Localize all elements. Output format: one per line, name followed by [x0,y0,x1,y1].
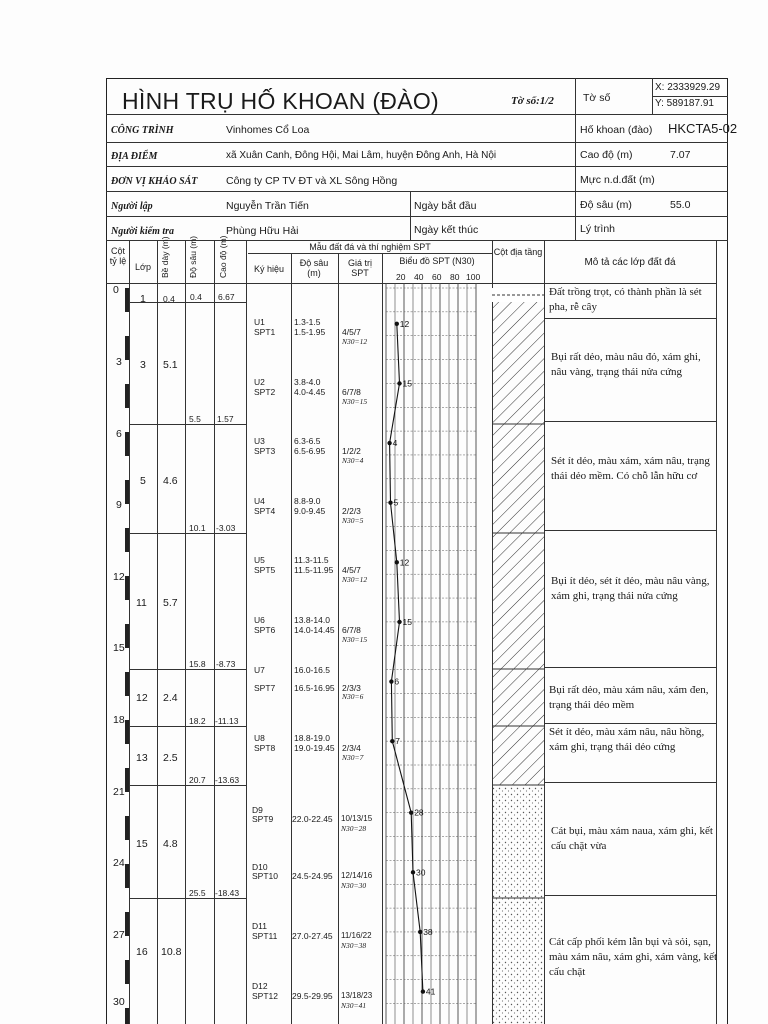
sample-u-depth: 3.8-4.0 [294,377,321,387]
sample-spt-code: SPT1 [254,327,276,337]
sample-spt-depth: 19.0-19.45 [294,743,335,753]
sample-spt-code: SPT12 [252,991,278,1001]
sample-u-code: D9 [252,805,263,815]
spt-chart [382,283,492,1024]
sample-u-code: D11 [252,921,267,931]
spt-series-line [390,324,423,992]
nguoi-kiem-tra-value: Phùng Hữu Hải [226,225,299,237]
layer-description: Sét ít dẻo, màu xám nâu, nâu hồng, xám ghi, trạng thái dẻo cứng [549,726,705,753]
mo-ta-header: Mô tả các lớp đất đá [584,257,676,268]
cao-do-value: 7.07 [670,149,691,161]
sample-blows: 10/13/15 [341,814,373,823]
divider [106,240,728,241]
sample-spt-depth: 24.5-24.95 [292,871,333,881]
layer-description: Bụi ít dẻo, sét ít dẻo, màu nâu vàng, xám ghi, trạng thái nửa cứng [551,575,710,602]
don-vi-label: ĐƠN VỊ KHẢO SÁT [111,176,198,187]
divider [544,421,716,422]
strata-sand [492,898,544,1024]
divider [652,96,728,97]
chart-tick-80: 80 [450,272,460,282]
cao-do-header: Cao độ (m) [218,235,228,278]
sample-n30: N30=28 [341,824,367,833]
spt-data-point [397,381,401,385]
don-vi-value: Công ty CP TV ĐT và XL Sông Hồng [226,175,398,187]
layer-lop: 15 [136,838,148,850]
sample-spt-code: SPT6 [254,625,276,635]
coord-y: Y: 589187.91 [655,98,714,109]
do-sau-m-header: Độ sâu (m) [299,258,329,278]
nguoi-lap-label: Người lập [111,201,153,212]
mau-group-header: Mẫu đất đá và thí nghiệm SPT [309,242,431,252]
spt-data-label: 15 [402,616,412,627]
divider [157,240,158,1024]
layer-do-sau: 18.2 [189,716,206,726]
layer-cao-do: -13.63 [215,775,240,785]
layer-lop: 16 [136,946,148,958]
layer-be-day: 2.4 [163,692,178,704]
ho-khoan-value: HKCTA5-02 [668,121,738,136]
sample-blows: 1/2/2 [342,446,361,456]
divider [544,667,716,668]
sample-spt-code: SPT3 [254,446,276,456]
sample-spt-depth: 22.0-22.45 [292,814,333,824]
sample-blows: 4/5/7 [342,327,361,337]
spt-data-point [395,560,399,564]
sample-spt-code: SPT7 [254,683,276,693]
sample-n30: N30=5 [342,516,364,525]
layer-cao-do: -11.13 [215,716,239,726]
spt-data-point [418,930,422,934]
divider [544,782,716,783]
divider [129,785,246,786]
to-so-label: Tờ số [583,92,611,104]
spt-data-label: 38 [423,926,433,937]
spt-data-label: 12 [399,318,410,329]
strata-sand [492,785,544,898]
spt-data-label: 6 [394,676,400,687]
page-title: HÌNH TRỤ HỐ KHOAN (ĐÀO) [122,88,439,114]
sample-spt-depth: 11.5-11.95 [294,565,334,575]
sample-u-code: U4 [254,496,265,506]
layer-description: Đất trồng trọt, có thành phần là sét pha, rễ cây [549,286,702,313]
divider [544,723,716,724]
bieu-do-header: Biểu đồ SPT (N30) [399,256,475,266]
layer-lop: 1 [140,293,146,305]
layer-cao-do: 6.67 [218,292,235,302]
spt-data-point [409,811,413,815]
ngay-bat-dau-label: Ngày bắt đầu [414,200,477,212]
ngay-ket-thuc-label: Ngày kết thúc [414,224,479,236]
chart-tick-20: 20 [396,272,406,282]
sample-blows: 2/3/3 [342,683,361,693]
divider [214,240,215,1024]
scale-tick: 6 [116,428,122,440]
sample-u-depth: 18.8-19.0 [294,733,330,743]
layer-do-sau: 20.7 [189,775,206,785]
sample-blows: 6/7/8 [342,625,361,635]
divider [246,240,247,1024]
lop-header: Lớp [135,262,151,272]
divider [106,216,728,217]
divider [544,318,716,319]
spt-data-point [397,620,401,624]
sample-u-code: D12 [252,981,268,991]
sample-spt-code: SPT9 [252,814,274,824]
strata-column [492,283,544,1024]
sample-spt-depth: 6.5-6.95 [294,446,326,456]
sample-u-code: U8 [254,733,265,743]
layer-be-day: 4.6 [163,475,178,487]
layer-description: Bụi rất dẻo, màu nâu đỏ, xám ghi, nâu vàng, trạng thái nửa cứng [551,351,701,378]
sheet-number: Tờ số:1/2 [511,95,554,107]
sample-u-depth: 11.3-11.5 [294,555,329,565]
sample-u-code: U5 [254,555,265,565]
sample-spt-code: SPT4 [254,506,276,516]
sample-blows: 13/18/23 [341,991,373,1000]
sample-blows: 4/5/7 [342,565,361,575]
scale-tick: 12 [113,571,125,583]
strata-hatch [492,726,544,785]
spt-data-point [411,870,415,874]
sample-n30: N30=15 [342,635,368,644]
sample-u-code: U7 [254,665,265,675]
sample-spt-depth: 16.5-16.95 [294,683,335,693]
divider [544,530,716,531]
sample-spt-depth: 29.5-29.95 [292,991,333,1001]
spt-data-point [387,441,391,445]
spt-data-label: 30 [416,867,426,878]
spt-data-point [389,679,393,683]
sample-spt-depth: 27.0-27.45 [292,931,333,941]
divider [106,142,728,143]
sample-blows: 12/14/16 [341,871,373,880]
cong-trinh-value: Vinhomes Cổ Loa [226,124,310,136]
divider [129,898,246,899]
sample-spt-code: SPT8 [254,743,276,753]
sample-n30: N30=12 [342,575,368,584]
sample-u-code: U3 [254,436,265,446]
divider [716,240,717,1024]
sample-u-depth: 16.0-16.5 [294,665,330,675]
divider [106,114,728,115]
sample-n30: N30=12 [342,337,368,346]
sample-blows: 2/3/4 [342,743,361,753]
spt-data-point [395,322,399,326]
layer-be-day: 10.8 [161,946,182,958]
layer-cao-do: -3.03 [216,523,236,533]
scale-tick: 0 [113,284,119,296]
spt-data-label: 41 [425,986,436,997]
nguoi-lap-value: Nguyễn Trần Tiến [226,200,309,212]
dia-diem-value: xã Xuân Canh, Đông Hội, Mai Lâm, huyện Đông Anh, Hà Nội [226,150,497,161]
layer-cao-do: -8.73 [216,659,236,669]
scale-tick: 21 [113,786,125,798]
divider [248,253,492,254]
layer-do-sau: 10.1 [189,523,206,533]
gia-tri-spt-header: Giá trị SPT [347,258,372,278]
layer-be-day: 5.1 [163,359,178,371]
spt-data-label: 12 [399,557,410,568]
divider [106,191,728,192]
do-sau-header: Độ sâu (m) [188,235,198,278]
sample-u-depth: 1.3-1.5 [294,317,321,327]
sample-n30: N30=41 [341,1001,367,1010]
sample-u-code: U1 [254,317,265,327]
layer-be-day: 2.5 [163,752,178,764]
spt-data-point [388,500,392,504]
sample-n30: N30=15 [342,397,368,406]
sample-blows: 2/2/3 [342,506,361,516]
scale-tick: 18 [113,714,125,726]
divider [544,240,545,1024]
sample-blows: 6/7/8 [342,387,361,397]
layer-cao-do: 1.57 [217,414,234,424]
sample-spt-depth: 1.5-1.95 [294,327,326,337]
ho-khoan-label: Hố khoan (đào) [580,124,653,136]
layer-be-day: 0.4 [163,294,175,304]
layer-do-sau: 15.8 [189,659,206,669]
divider [129,302,246,303]
divider [129,240,130,1024]
divider [185,240,186,1024]
layer-lop: 13 [136,752,148,764]
ky-hieu-header: Ký hiệu [253,264,285,274]
sample-spt-code: SPT2 [254,387,276,397]
layer-description: Cát cấp phối kém lẫn bụi và sỏi, sạn, màu xám nâu, xám ghi, xám vàng, kết cấu chặt [549,936,718,978]
scale-tick: 30 [113,996,125,1008]
sample-n30: N30=7 [342,753,364,762]
be-day-header: Bề dày (m) [160,236,170,278]
layer-be-day: 5.7 [163,597,178,609]
sample-n30: N30=38 [341,941,367,950]
layer-do-sau: 25.5 [189,888,206,898]
scale-tick: 24 [113,857,125,869]
sample-spt-depth: 9.0-9.45 [294,506,326,516]
divider [544,895,716,896]
divider [129,424,246,425]
sample-u-code: U6 [254,615,265,625]
sample-u-depth: 8.8-9.0 [294,496,321,506]
cong-trinh-label: CÔNG TRÌNH [111,125,174,136]
strata-hatch [492,533,544,669]
layer-do-sau: 0.4 [190,292,202,302]
sample-n30: N30=30 [341,881,367,890]
layer-description: Sét ít dẻo, màu xám, xám nâu, trạng thái dẻo mềm. Có chỗ lẫn hữu cơ [551,455,710,482]
strata-hatch [492,424,544,533]
sample-u-depth: 6.3-6.5 [294,436,321,446]
layer-description: Cát bụi, màu xám naua, xám ghi, kết cấu chặt vừa [551,825,713,852]
sample-n30: N30=6 [342,692,364,701]
layer-lop: 3 [140,359,146,371]
layer-cao-do: -18.43 [215,888,240,898]
sample-blows: 11/16/22 [341,931,372,940]
strata-hatch [492,302,544,424]
do-sau-value: 55.0 [670,199,691,211]
scale-tick: 27 [113,929,125,941]
dia-diem-label: ĐỊA ĐIỂM [111,151,158,162]
sample-u-code: D10 [252,862,268,872]
scale-tick: 3 [116,356,122,368]
divider [129,669,246,670]
spt-data-point [421,989,425,993]
chart-tick-100: 100 [466,272,481,282]
sample-spt-code: SPT5 [254,565,276,575]
spt-data-label: 5 [393,497,399,508]
layer-do-sau: 5.5 [189,414,201,424]
divider [291,253,292,1024]
cot-ty-le-header: Cột tỷ lệ [109,246,127,266]
spt-data-label: 4 [392,438,398,449]
coord-x: X: 2333929.29 [655,82,721,93]
cao-do-label: Cao độ (m) [580,149,633,161]
sample-u-code: U2 [254,377,265,387]
layer-lop: 5 [140,475,146,487]
layer-description: Bụi rất dẻo, màu xám nâu, xám đen, trạng thái dẻo mềm [549,684,709,711]
strata-hatch [492,669,544,726]
muc-nuoc-label: Mực n.d.đất (m) [580,174,655,186]
divider [106,166,728,167]
layer-lop: 12 [136,692,148,704]
sample-spt-depth: 4.0-4.45 [294,387,326,397]
divider [129,533,246,534]
sample-u-depth: 13.8-14.0 [294,615,330,625]
chart-tick-60: 60 [432,272,442,282]
layer-lop: 11 [136,597,147,609]
scale-tick: 15 [113,642,125,654]
chart-tick-40: 40 [414,272,424,282]
divider [338,253,339,1024]
spt-data-label: 15 [402,378,412,389]
nguoi-kiem-tra-label: Người kiểm tra [111,226,175,237]
sample-spt-code: SPT11 [252,931,278,941]
layer-be-day: 4.8 [163,838,178,850]
spt-data-point [390,739,394,743]
spt-data-label: 7 [395,736,401,747]
sample-spt-depth: 14.0-14.45 [294,625,335,635]
ly-trinh-label: Lý trình [580,223,616,235]
scale-tick: 9 [116,499,122,511]
divider [129,726,246,727]
scale-bar [125,288,129,1024]
spt-data-label: 28 [414,807,424,818]
sample-spt-code: SPT10 [252,871,278,881]
do-sau-label: Độ sâu (m) [580,199,632,211]
cot-dia-tang-header: Cột địa tầng [493,247,543,257]
sample-n30: N30=4 [342,456,364,465]
